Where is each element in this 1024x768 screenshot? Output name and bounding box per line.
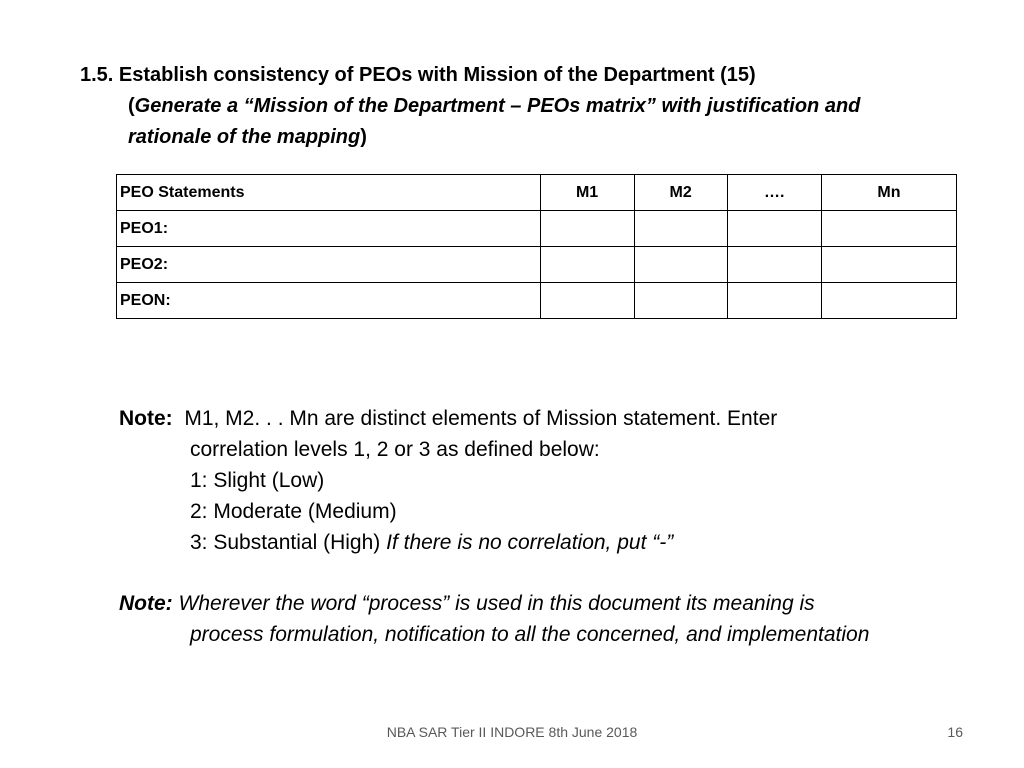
level-slight: 1: Slight (Low): [190, 469, 325, 492]
peo-mission-matrix: [116, 174, 957, 319]
table-row: [117, 211, 957, 247]
table-cell: [727, 283, 821, 319]
level-substantial: 3: Substantial (High): [190, 531, 381, 554]
note1-line2: correlation levels 1, 2 or 3 as defined below:: [190, 438, 600, 461]
table-cell: [821, 247, 956, 283]
heading-open-paren: (: [128, 95, 135, 117]
note2-line2: process formulation, notification to all the concerned, and implementation: [190, 623, 870, 646]
table-cell: [540, 247, 634, 283]
table-cell: [634, 283, 727, 319]
note1-line1: M1, M2. . . Mn are distinct elements of Mission statement. Enter: [184, 407, 778, 430]
table-cell: [727, 247, 821, 283]
table-header-row: [117, 175, 957, 211]
table-cell: [540, 283, 634, 319]
heading-title: 1.5. Establish consistency of PEOs with Mission of the Department (15): [80, 64, 756, 86]
heading-sub-line1: Generate a “Mission of the Department – PEOs matrix” with justification and: [134, 95, 861, 117]
table-cell: [540, 211, 634, 247]
header-m2: M2: [634, 175, 727, 211]
table-cell: [727, 211, 821, 247]
table-cell: [821, 283, 956, 319]
table-cell: [634, 247, 727, 283]
slide-footer: NBA SAR Tier II INDORE 8th June 2018: [386, 724, 638, 740]
level-moderate: 2: Moderate (Medium): [190, 500, 397, 523]
note2-line1: Wherever the word “process” is used in this document its meaning is: [178, 592, 815, 615]
row-label-peo2: PEO2:: [117, 247, 541, 283]
heading-subtitle-cont: [80, 122, 980, 153]
note2-label: Note:: [119, 592, 173, 615]
page-number: 16: [947, 724, 963, 740]
header-peo-statements: PEO Statements: [117, 175, 541, 211]
heading-subtitle: [80, 91, 980, 122]
section-heading: [80, 60, 980, 153]
heading-sub-line2: rationale of the mapping: [128, 126, 361, 148]
level-substantial-line: [119, 527, 999, 558]
header-ellipsis: ….: [727, 175, 821, 211]
note1-label: Note:: [119, 407, 173, 430]
row-label-peo1: PEO1:: [117, 211, 541, 247]
process-note: [119, 588, 999, 650]
header-mn: Mn: [821, 175, 956, 211]
heading-close-paren: ): [360, 126, 367, 148]
correlation-note: [119, 403, 999, 558]
table-cell: [821, 211, 956, 247]
table-row: [117, 283, 957, 319]
table-row: [117, 247, 957, 283]
table-cell: [634, 211, 727, 247]
header-m1: M1: [540, 175, 634, 211]
no-correlation-hint: If there is no correlation, put “-”: [386, 531, 674, 554]
row-label-peon: PEON:: [117, 283, 541, 319]
